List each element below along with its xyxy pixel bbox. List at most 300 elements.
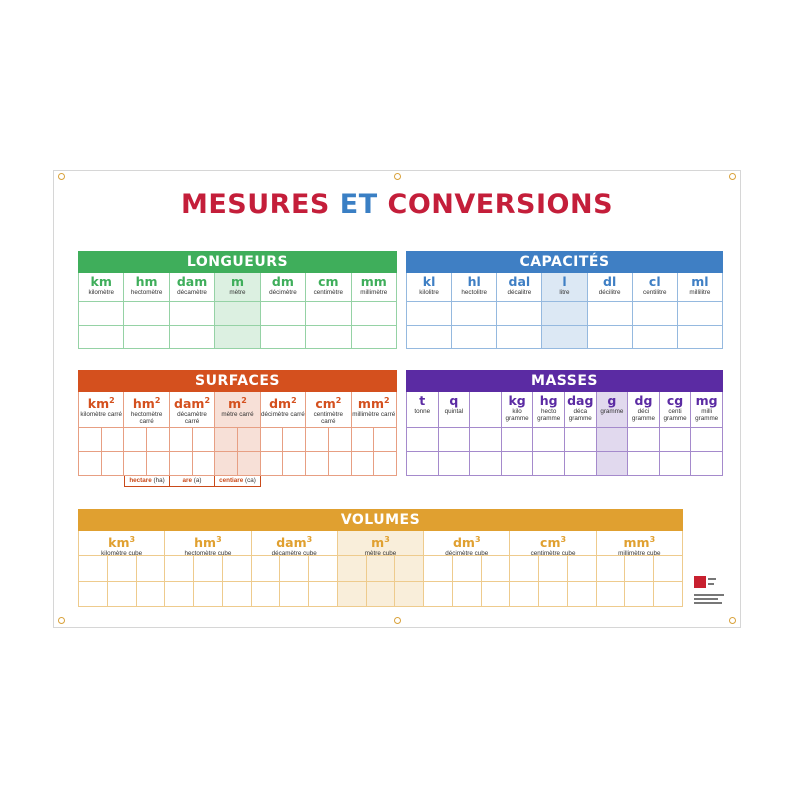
unit-name: mètre cube	[364, 550, 397, 557]
unit-symbol	[276, 533, 312, 550]
digit-column	[482, 556, 510, 606]
blank-cells	[660, 427, 691, 475]
unit-symbol	[508, 394, 525, 408]
digit-column	[395, 556, 423, 606]
blank-cell	[565, 451, 596, 475]
unit-symbol	[667, 394, 683, 408]
blank-cell	[597, 451, 628, 475]
unit-symbol-text: hm	[194, 535, 217, 550]
unit-symbol-text: cm	[315, 396, 336, 411]
blank-cell	[654, 556, 682, 581]
unit-symbol-text: mm	[360, 274, 387, 289]
grommet-top-right	[729, 173, 736, 180]
digit-column	[223, 556, 251, 606]
unit-symbol-text: m	[371, 535, 385, 550]
hectare-abbr: (ha)	[153, 477, 165, 484]
blank-cells	[79, 427, 123, 475]
title-conversions: CONVERSIONS	[387, 189, 614, 220]
unit-name: centimètre	[313, 289, 344, 296]
masses-column-dag	[565, 392, 597, 475]
capacites-column-dl	[588, 273, 633, 348]
blank-cell	[170, 428, 192, 451]
blank-cell	[678, 301, 722, 325]
blank-cell	[102, 451, 124, 475]
unit-cell	[306, 273, 350, 301]
blank-cells	[565, 427, 596, 475]
logo-mark-line	[708, 578, 716, 580]
unit-name: kilomètre cube	[101, 550, 143, 557]
blank-cell	[407, 301, 451, 325]
grommet-bottom-center	[394, 617, 401, 624]
blank-cell	[453, 581, 481, 607]
unit-symbol-text: cm	[540, 535, 561, 550]
volumes-column-dm	[424, 531, 510, 606]
logo-fine-print	[694, 594, 724, 596]
unit-name: milli gramme	[695, 408, 719, 422]
blank-cell	[597, 581, 625, 607]
unit-name: centimètre cube	[530, 550, 576, 557]
digit-column	[539, 556, 568, 606]
blank-cell	[165, 556, 193, 581]
blank-cell	[407, 325, 451, 349]
blank-cells	[306, 301, 350, 348]
blank-cell	[306, 451, 328, 475]
blank-cell	[374, 428, 396, 451]
unit-cell	[407, 273, 451, 301]
masses-column-blank	[470, 392, 502, 475]
unit-name: kilomètre carré	[80, 411, 123, 418]
unit-exponent: 2	[291, 396, 297, 405]
digit-column	[309, 556, 337, 606]
volumes-column-dam	[252, 531, 338, 606]
surfaces-column-cm	[306, 392, 351, 475]
masses-column-hg	[533, 392, 565, 475]
unit-cell	[691, 392, 722, 427]
unit-cell	[170, 273, 214, 301]
unit-name: décamètre	[177, 289, 207, 296]
unit-symbol	[177, 275, 207, 289]
blank-cell	[542, 301, 586, 325]
blank-cell	[261, 325, 305, 349]
unit-exponent: 2	[204, 396, 211, 405]
blank-cell	[223, 581, 251, 607]
longueurs-column-m	[215, 273, 260, 348]
digit-column	[124, 428, 147, 475]
unit-cell	[565, 392, 596, 427]
blank-cell	[329, 428, 351, 451]
unit-cell	[628, 392, 659, 427]
unit-symbol-text: cl	[648, 274, 661, 289]
blank-cell	[124, 451, 146, 475]
blank-cell	[108, 581, 136, 607]
blank-cell	[261, 301, 305, 325]
unit-cell	[352, 392, 396, 427]
section-longueurs	[78, 251, 397, 349]
blank-cell	[352, 325, 396, 349]
blank-cell	[252, 556, 280, 581]
digit-column	[147, 428, 169, 475]
blank-cell	[79, 325, 123, 349]
blank-cell	[660, 451, 691, 475]
blank-cell	[194, 581, 222, 607]
section-masses	[406, 370, 723, 476]
blank-cells	[252, 555, 337, 606]
centiare-abbr: (ca)	[245, 477, 256, 484]
blank-cell	[147, 451, 169, 475]
blank-cell	[633, 301, 677, 325]
capacites-heading: CAPACITÉS	[406, 251, 723, 273]
title-mesures: MESURES	[180, 189, 330, 220]
volumes-column-mm	[597, 531, 683, 606]
masses-heading: MASSES	[406, 370, 723, 392]
unit-symbol-text: dam	[276, 535, 307, 550]
unit-name: déca gramme	[568, 408, 592, 422]
unit-symbol	[315, 394, 341, 411]
blank-cell	[309, 556, 337, 581]
blank-cell	[482, 556, 510, 581]
blank-cell	[306, 325, 350, 349]
blank-cell	[102, 428, 124, 451]
blank-cell	[691, 451, 722, 475]
blank-cell	[79, 428, 101, 451]
blank-cell	[568, 581, 596, 607]
blank-cell	[424, 581, 452, 607]
blank-cells	[510, 555, 595, 606]
blank-cell	[533, 451, 564, 475]
unit-symbol	[649, 275, 661, 289]
unit-name: hectomètre carré	[130, 411, 163, 425]
digit-column	[261, 428, 284, 475]
blank-cell	[539, 556, 567, 581]
unit-symbol-text: t	[419, 393, 426, 408]
unit-symbol	[635, 394, 653, 408]
blank-cell	[261, 428, 283, 451]
blank-cell	[628, 451, 659, 475]
digit-column	[510, 556, 539, 606]
are-label	[170, 476, 215, 487]
unit-cell	[497, 273, 541, 301]
unit-exponent: 2	[335, 396, 342, 405]
blank-cell	[215, 451, 237, 475]
blank-cell	[628, 427, 659, 451]
unit-name: hecto gramme	[537, 408, 561, 422]
blank-cell	[79, 556, 107, 581]
blank-cell	[124, 325, 168, 349]
blank-cell	[542, 325, 586, 349]
masses-column-dg	[628, 392, 660, 475]
unit-cell	[261, 392, 305, 427]
digit-column	[102, 428, 124, 475]
unit-symbol	[228, 394, 247, 411]
blank-cells	[79, 301, 123, 348]
blank-cells	[502, 427, 533, 475]
grommet-top-left	[58, 173, 65, 180]
unit-symbol-text: l	[562, 274, 567, 289]
blank-cell	[215, 325, 259, 349]
unit-cell	[424, 531, 509, 555]
unit-exponent: 3	[649, 535, 656, 544]
blank-cell	[678, 325, 722, 349]
blank-cell	[395, 556, 423, 581]
digit-column	[165, 556, 194, 606]
unit-symbol	[272, 275, 294, 289]
unit-symbol-text: mg	[695, 393, 718, 408]
blank-cell	[137, 556, 165, 581]
unit-symbol	[88, 394, 115, 411]
blank-cells	[542, 301, 586, 348]
surfaces-column-dam	[170, 392, 215, 475]
unit-exponent: 3	[384, 535, 390, 544]
blank-cell	[352, 301, 396, 325]
blank-cell	[215, 301, 259, 325]
unit-cell	[261, 273, 305, 301]
blank-cells	[470, 427, 501, 475]
unit-symbol	[567, 394, 593, 408]
blank-cell	[283, 428, 305, 451]
unit-symbol-text: cm	[318, 274, 339, 289]
blank-cell	[352, 428, 374, 451]
blank-cells	[170, 427, 214, 475]
blank-cells	[215, 427, 259, 475]
blank-cell	[539, 581, 567, 607]
digit-column	[137, 556, 165, 606]
blank-cell	[482, 581, 510, 607]
blank-cell	[452, 301, 496, 325]
blank-cell	[147, 428, 169, 451]
unit-name: décimètre carré	[261, 411, 305, 418]
unit-name: millimètre	[360, 289, 388, 296]
blank-cells	[338, 555, 423, 606]
blank-cells	[306, 427, 350, 475]
unit-cell	[165, 531, 250, 555]
unit-symbol	[509, 275, 531, 289]
unit-exponent: 3	[129, 535, 136, 544]
surfaces-column-hm	[124, 392, 169, 475]
grommet-bottom-left	[58, 617, 65, 624]
unit-symbol	[423, 275, 436, 289]
unit-name: millilitre	[689, 289, 711, 296]
unit-symbol-text: hm	[135, 274, 158, 289]
digit-column	[306, 428, 329, 475]
blank-cell	[124, 301, 168, 325]
blank-cell	[223, 556, 251, 581]
blank-cell	[407, 427, 438, 451]
unit-symbol-text: ml	[691, 274, 709, 289]
blank-cells	[215, 301, 259, 348]
blank-cell	[497, 325, 541, 349]
unit-symbol-text: dal	[508, 274, 531, 289]
blank-cells	[79, 555, 164, 606]
digit-column	[252, 556, 281, 606]
surfaces-column-km	[79, 392, 124, 475]
unit-symbol-text: q	[449, 393, 459, 408]
masses-column-q	[439, 392, 471, 475]
blank-cells	[261, 301, 305, 348]
blank-cell	[633, 325, 677, 349]
blank-cell	[497, 301, 541, 325]
unit-exponent: 3	[474, 535, 481, 544]
digit-column	[374, 428, 396, 475]
blank-cell	[439, 451, 470, 475]
blank-cell	[453, 556, 481, 581]
unit-cell	[439, 392, 470, 427]
unit-symbol	[624, 533, 656, 550]
digit-column	[215, 428, 238, 475]
unit-name: décamètre carré	[177, 411, 207, 425]
publisher-logo	[694, 576, 738, 606]
unit-cell	[633, 273, 677, 301]
blank-cells	[424, 555, 509, 606]
digit-column	[453, 556, 482, 606]
blank-cell	[352, 451, 374, 475]
unit-symbol	[540, 394, 558, 408]
blank-cell	[424, 556, 452, 581]
digit-column	[352, 428, 375, 475]
blank-cell	[280, 581, 308, 607]
blank-cell	[374, 451, 396, 475]
unit-symbol-text: km	[108, 535, 130, 550]
unit-symbol-text: g	[607, 393, 617, 408]
blank-cells	[597, 427, 628, 475]
longueurs-column-cm	[306, 273, 351, 348]
unit-name: mètre carré	[221, 411, 254, 418]
unit-name: décilitre	[598, 289, 621, 296]
unit-cell	[597, 392, 628, 427]
digit-column	[170, 428, 193, 475]
unit-symbol-text: dm	[271, 274, 294, 289]
blank-cell	[238, 451, 260, 475]
capacites-column-l	[542, 273, 587, 348]
blank-cell	[170, 451, 192, 475]
unit-cell	[502, 392, 533, 427]
unit-name: kilomètre	[88, 289, 114, 296]
unit-symbol-text: cg	[666, 393, 684, 408]
blank-cell	[79, 581, 107, 607]
capacites-table	[406, 273, 723, 349]
unit-symbol-text: kg	[508, 393, 526, 408]
blank-cells	[407, 301, 451, 348]
logo-fine-print	[694, 598, 718, 600]
unit-name: mètre	[229, 289, 246, 296]
digit-column	[79, 556, 108, 606]
unit-symbol-text: hm	[132, 396, 155, 411]
unit-cell	[588, 273, 632, 301]
centiare-label	[215, 476, 261, 487]
unit-name: millimètre cube	[618, 550, 661, 557]
surfaces-extra-labels	[124, 476, 261, 487]
unit-name: litre	[559, 289, 570, 296]
masses-column-kg	[502, 392, 534, 475]
hectare-word: hectare	[129, 477, 152, 484]
unit-symbol	[453, 533, 481, 550]
blank-cell	[124, 428, 146, 451]
volumes-column-km	[79, 531, 165, 606]
unit-symbol	[540, 533, 566, 550]
digit-column	[568, 556, 596, 606]
blank-cell	[194, 556, 222, 581]
blank-cell	[367, 556, 395, 581]
hectare-label	[124, 476, 170, 487]
unit-cell	[79, 531, 164, 555]
unit-cell	[252, 531, 337, 555]
digit-column	[625, 556, 654, 606]
blank-cell	[625, 581, 653, 607]
blank-cell	[568, 556, 596, 581]
blank-cell	[108, 556, 136, 581]
unit-cell	[124, 273, 168, 301]
unit-name: hectomètre cube	[184, 550, 232, 557]
blank-cell	[565, 427, 596, 451]
section-surfaces	[78, 370, 397, 476]
unit-symbol	[269, 394, 297, 411]
blank-cell	[309, 581, 337, 607]
surfaces-column-m	[215, 392, 260, 475]
unit-exponent: 2	[383, 396, 390, 405]
blank-cells	[170, 301, 214, 348]
surfaces-column-dm	[261, 392, 306, 475]
masses-column-t	[407, 392, 439, 475]
blank-cells	[124, 427, 168, 475]
masses-column-g	[597, 392, 629, 475]
unit-name: kilolitre	[419, 289, 439, 296]
capacites-column-kl	[407, 273, 452, 348]
blank-cell	[306, 428, 328, 451]
section-volumes	[78, 509, 683, 607]
unit-exponent: 3	[216, 535, 222, 544]
volumes-column-cm	[510, 531, 596, 606]
blank-cell	[654, 581, 682, 607]
unit-cell	[170, 392, 214, 427]
volumes-table	[78, 531, 683, 607]
unit-symbol-text: dm	[452, 535, 475, 550]
blank-cell	[252, 581, 280, 607]
unit-symbol	[361, 275, 387, 289]
unit-symbol-text: dam	[176, 274, 208, 289]
unit-name: hectolitre	[461, 289, 487, 296]
unit-symbol-text: km	[87, 396, 110, 411]
unit-name: hectomètre	[130, 289, 163, 296]
blank-cell	[597, 556, 625, 581]
capacites-column-ml	[678, 273, 723, 348]
logo-mark-line	[708, 583, 714, 585]
are-word: are	[182, 477, 192, 484]
volumes-column-m	[338, 531, 424, 606]
grommet-bottom-right	[729, 617, 736, 624]
unit-cell	[452, 273, 496, 301]
blank-cell	[510, 581, 538, 607]
digit-column	[424, 556, 453, 606]
digit-column	[654, 556, 682, 606]
blank-cells	[352, 427, 396, 475]
unit-cell	[338, 531, 423, 555]
blank-cells	[439, 427, 470, 475]
unit-name: millimètre carré	[352, 411, 396, 418]
blank-cell	[338, 581, 366, 607]
unit-symbol-text: dm	[269, 396, 292, 411]
longueurs-column-mm	[352, 273, 397, 348]
unit-name: quintal	[444, 408, 464, 415]
unit-symbol-text: dam	[174, 396, 205, 411]
unit-name: décamètre cube	[271, 550, 317, 557]
blank-cell	[306, 301, 350, 325]
unit-symbol-text: mm	[623, 535, 650, 550]
unit-name: centi gramme	[663, 408, 687, 422]
unit-symbol	[174, 394, 210, 411]
surfaces-table	[78, 392, 397, 476]
surfaces-heading: SURFACES	[78, 370, 397, 392]
unit-cell	[470, 392, 501, 427]
masses-column-mg	[691, 392, 723, 475]
